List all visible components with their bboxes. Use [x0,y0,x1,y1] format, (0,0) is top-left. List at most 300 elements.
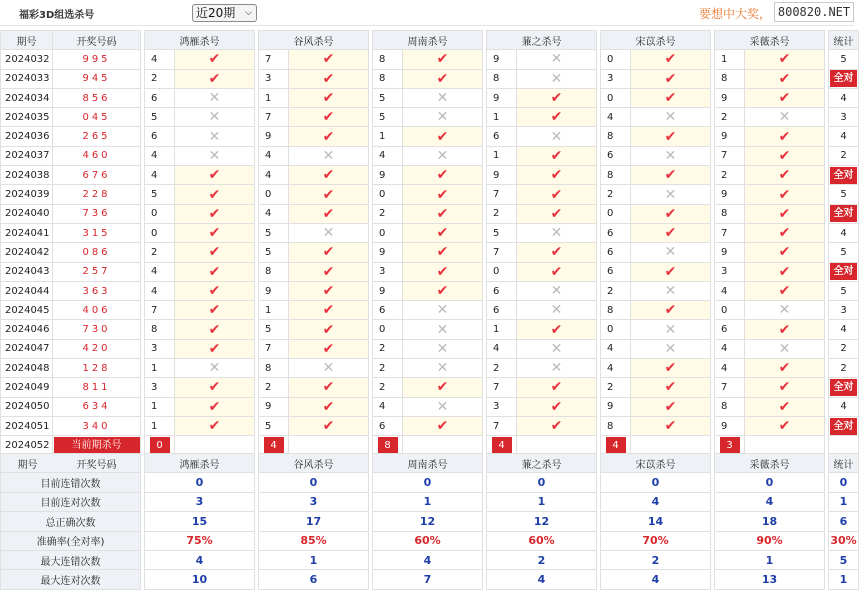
kill-number-cell: 1 [373,127,403,146]
kill-number-cell: 6 [487,301,517,320]
result-correct [631,301,711,320]
summary-value: 0 [373,473,483,492]
kill-number-cell: 1 [259,301,289,320]
kill-number-cell: 5 [145,108,175,127]
check-icon: ✔ [436,263,449,280]
check-icon: ✔ [322,302,335,319]
check-icon: ✔ [778,90,791,107]
result-wrong [745,108,825,127]
period-select-value: 近20期 [196,6,236,20]
result-correct [175,339,255,358]
result-correct [289,339,369,358]
result-wrong [517,127,597,146]
kill-number-cell: 2 [487,204,517,223]
kill-number-cell: 9 [487,88,517,107]
check-icon: ✔ [436,205,449,222]
check-icon: ✔ [322,70,335,87]
result-wrong [517,50,597,69]
kill-number-cell: 8 [715,69,745,88]
result-wrong [631,146,711,165]
result-correct [175,166,255,185]
result-correct [745,146,825,165]
summary-stat: 6 [829,512,859,531]
summary-value: 1 [373,492,483,511]
result-wrong [517,281,597,300]
cross-icon: ✕ [322,147,335,164]
summary-value: 1 [487,492,597,511]
result-correct [745,185,825,204]
current-kill-badge: 3 [720,437,740,454]
check-icon: ✔ [778,225,791,242]
result-correct [403,243,483,262]
table-row [1,397,859,416]
result-correct [289,50,369,69]
header-expert: 谷风杀号 [259,31,369,50]
check-icon: ✔ [322,128,335,145]
summary-stat: 1 [829,570,859,589]
kill-number-cell: 1 [145,416,175,435]
check-icon: ✔ [436,51,449,68]
result-correct [289,281,369,300]
result-correct [745,204,825,223]
kill-number-cell: 9 [259,127,289,146]
result-correct [745,378,825,397]
table-row [1,88,859,107]
current-label-badge: 当前期杀号 [54,437,140,454]
draw-number-cell: 315 [53,223,141,242]
result-correct [517,108,597,127]
table-row [1,204,859,223]
result-correct [631,416,711,435]
summary-value: 15 [145,512,255,531]
stat-cell: 3 [829,108,859,127]
summary-value: 90% [715,531,825,550]
kill-number-cell: 2 [715,108,745,127]
current-kill-badge: 4 [264,437,284,454]
kill-number-cell: 6 [601,262,631,281]
result-correct [631,50,711,69]
kill-number-cell: 5 [373,88,403,107]
check-icon: ✔ [322,244,335,261]
cross-icon: ✕ [208,147,221,164]
cross-icon: ✕ [664,109,677,126]
kill-number-cell: 5 [487,223,517,242]
check-icon: ✔ [550,167,563,184]
result-wrong [403,359,483,378]
summary-label: 目前连对次数 [1,492,141,511]
issue-cell: 2024035 [1,108,53,127]
stat-cell [829,166,859,185]
summary-header-left [1,454,141,473]
issue-cell: 2024052 [1,436,53,455]
summary-table [0,453,859,590]
check-icon: ✔ [778,70,791,87]
kill-number-cell: 4 [373,146,403,165]
result-correct [517,320,597,339]
stat-cell [829,262,859,281]
result-correct [175,243,255,262]
kill-number-cell: 4 [145,262,175,281]
result-correct [403,166,483,185]
table-row [1,146,859,165]
result-correct [403,262,483,281]
kill-number-cell: 2 [373,359,403,378]
result-wrong [175,108,255,127]
kill-number-cell: 8 [601,301,631,320]
check-icon: ✔ [778,263,791,280]
current-kill-badge: 0 [150,437,170,454]
result-wrong [517,359,597,378]
draw-number-cell: 995 [53,50,141,69]
kill-number-cell: 9 [259,397,289,416]
all-correct-badge: 全对 [830,379,857,396]
kill-number-cell: 4 [259,204,289,223]
cross-icon: ✕ [208,128,221,145]
summary-value: 75% [145,531,255,550]
result-correct [745,243,825,262]
result-correct [289,243,369,262]
result-wrong [175,359,255,378]
header-expert: 鸿雁杀号 [145,454,255,473]
current-kill-badge: 4 [606,437,626,454]
kill-number-table [0,30,859,456]
cross-icon: ✕ [550,283,563,299]
kill-number-cell: 5 [373,108,403,127]
draw-number-cell: 730 [53,320,141,339]
check-icon: ✔ [208,379,221,396]
result-correct [745,69,825,88]
kill-number-cell: 9 [259,281,289,300]
kill-number-cell: 1 [715,50,745,69]
check-icon: ✔ [322,379,335,396]
summary-row [1,492,859,511]
check-icon: ✔ [550,244,563,261]
draw-number-cell: 856 [53,88,141,107]
summary-value: 7 [373,570,483,589]
kill-number-cell: 0 [601,204,631,223]
cross-icon: ✕ [550,360,563,377]
table-row [1,359,859,378]
kill-number-cell: 8 [715,397,745,416]
result-correct [517,243,597,262]
kill-number-cell: 7 [487,243,517,262]
result-correct [289,204,369,223]
result-correct [517,397,597,416]
issue-cell: 2024050 [1,397,53,416]
kill-number-cell: 4 [715,281,745,300]
check-icon: ✔ [322,109,335,126]
cross-icon: ✕ [664,244,677,261]
summary-value: 1 [259,550,369,569]
cross-icon: ✕ [664,340,677,357]
stat-cell [829,69,859,88]
issue-cell: 2024051 [1,416,53,435]
cross-icon: ✕ [664,186,677,203]
cross-icon: ✕ [550,51,563,68]
result-correct [631,397,711,416]
check-icon: ✔ [778,51,791,68]
summary-stat: 1 [829,492,859,511]
all-correct-badge: 全对 [830,205,857,222]
cross-icon: ✕ [208,109,221,126]
kill-number-cell: 7 [487,416,517,435]
all-correct-badge: 全对 [830,167,857,184]
result-correct [175,223,255,242]
result-wrong [517,223,597,242]
summary-value: 60% [373,531,483,550]
kill-number-cell: 0 [715,301,745,320]
issue-cell: 2024037 [1,146,53,165]
kill-number-cell: 8 [259,262,289,281]
issue-cell: 2024038 [1,166,53,185]
result-wrong [403,301,483,320]
issue-cell: 2024034 [1,88,53,107]
result-correct [403,204,483,223]
cross-icon: ✕ [436,398,449,415]
summary-row [1,570,859,589]
result-correct [175,204,255,223]
result-correct [175,185,255,204]
cross-icon: ✕ [550,302,563,319]
kill-number-cell: 4 [145,50,175,69]
kill-number-cell: 3 [601,69,631,88]
draw-number-cell: 340 [53,416,141,435]
kill-number-cell: 9 [487,166,517,185]
kill-number-cell: 5 [259,416,289,435]
all-correct-badge: 全对 [830,70,857,87]
check-icon: ✔ [322,418,335,435]
summary-value: 85% [259,531,369,550]
kill-number-cell: 9 [373,166,403,185]
result-correct [745,320,825,339]
all-correct-badge: 全对 [830,263,857,280]
summary-label: 目前连错次数 [1,473,141,492]
result-wrong [403,339,483,358]
kill-number-cell: 6 [601,223,631,242]
draw-number-cell: 265 [53,127,141,146]
cross-icon: ✕ [436,147,449,164]
check-icon: ✔ [550,379,563,396]
result-correct [403,223,483,242]
kill-number-cell: 7 [715,146,745,165]
cross-icon: ✕ [550,128,563,145]
stat-cell: 4 [829,320,859,339]
draw-number-cell: 460 [53,146,141,165]
kill-number-cell: 4 [601,108,631,127]
kill-number-cell: 4 [259,166,289,185]
result-wrong [289,359,369,378]
kill-number-cell: 3 [487,397,517,416]
stat-cell: 4 [829,88,859,107]
check-icon: ✔ [436,167,449,184]
stat-cell [829,204,859,223]
result-correct [175,262,255,281]
kill-number-cell: 8 [145,320,175,339]
stat-cell: 2 [829,339,859,358]
cross-icon: ✕ [208,90,221,107]
stat-cell: 3 [829,301,859,320]
issue-cell: 2024039 [1,185,53,204]
result-correct [745,166,825,185]
check-icon: ✔ [778,418,791,435]
result-wrong [517,301,597,320]
kill-number-cell: 0 [145,223,175,242]
result-correct [745,416,825,435]
kill-number-cell: 6 [145,127,175,146]
table-row [1,69,859,88]
result-correct [289,185,369,204]
check-icon: ✔ [664,418,677,435]
summary-value: 0 [145,473,255,492]
result-correct [289,166,369,185]
check-icon: ✔ [208,70,221,87]
check-icon: ✔ [436,70,449,87]
summary-value: 4 [145,550,255,569]
kill-number-cell: 9 [373,281,403,300]
kill-number-cell: 4 [601,339,631,358]
kill-number-cell: 3 [715,262,745,281]
result-correct [289,127,369,146]
site-badge[interactable]: 800820.NET [774,2,854,22]
draw-number-cell: 128 [53,359,141,378]
kill-number-cell: 3 [145,339,175,358]
cross-icon: ✕ [436,321,449,338]
check-icon: ✔ [322,167,335,184]
summary-value: 4 [601,492,711,511]
check-icon: ✔ [322,51,335,68]
kill-number-cell: 6 [373,301,403,320]
result-correct [745,262,825,281]
kill-number-cell: 8 [487,69,517,88]
summary-label: 最大连错次数 [1,550,141,569]
result-correct [517,88,597,107]
issue-cell: 2024036 [1,127,53,146]
kill-number-cell: 2 [601,378,631,397]
period-select[interactable] [192,4,257,22]
summary-value: 2 [487,550,597,569]
result-wrong [631,108,711,127]
kill-number-cell: 9 [487,50,517,69]
kill-number-cell: 5 [259,243,289,262]
cross-icon: ✕ [664,147,677,164]
kill-number-cell: 4 [601,359,631,378]
stat-cell: 5 [829,185,859,204]
stat-cell [829,378,859,397]
result-correct [745,281,825,300]
summary-value: 1 [715,550,825,569]
kill-number-cell: 2 [601,185,631,204]
check-icon: ✔ [436,379,449,396]
check-icon: ✔ [778,147,791,164]
cross-icon: ✕ [322,360,335,377]
top-bar [0,0,854,26]
check-icon: ✔ [550,321,563,338]
table-row [1,243,859,262]
issue-cell: 2024045 [1,301,53,320]
result-wrong [745,301,825,320]
kill-number-cell: 2 [373,378,403,397]
cross-icon: ✕ [778,109,791,126]
issue-cell: 2024047 [1,339,53,358]
result-wrong [403,146,483,165]
header-expert: 周南杀号 [373,31,483,50]
stat-cell: 4 [829,223,859,242]
table-row [1,185,859,204]
draw-number-cell: 736 [53,204,141,223]
result-correct [175,50,255,69]
cross-icon: ✕ [436,109,449,126]
result-correct [175,416,255,435]
stat-cell: 4 [829,127,859,146]
result-wrong [289,146,369,165]
check-icon: ✔ [550,147,563,164]
result-correct [403,69,483,88]
check-icon: ✔ [550,90,563,107]
kill-number-cell: 9 [601,397,631,416]
result-wrong [631,243,711,262]
header-stat: 统计 [829,454,859,473]
check-icon: ✔ [322,283,335,299]
check-icon: ✔ [208,302,221,319]
kill-number-cell: 7 [259,108,289,127]
stat-cell: 4 [829,397,859,416]
summary-stat: 5 [829,550,859,569]
result-correct [175,69,255,88]
check-icon: ✔ [778,128,791,145]
check-icon: ✔ [322,90,335,107]
issue-cell: 2024042 [1,243,53,262]
result-correct [517,262,597,281]
summary-value: 4 [715,492,825,511]
kill-number-cell: 2 [715,166,745,185]
check-icon: ✔ [550,418,563,435]
kill-number-cell: 9 [373,243,403,262]
chevron-down-icon: ⌵ [245,8,252,18]
kill-number-cell: 9 [715,127,745,146]
result-wrong [175,88,255,107]
table-row [1,50,859,69]
header-expert: 采薇杀号 [715,31,825,50]
result-wrong [403,320,483,339]
issue-cell: 2024033 [1,69,53,88]
result-correct [631,359,711,378]
check-icon: ✔ [664,167,677,184]
header-expert: 蒹之杀号 [487,454,597,473]
table-row [1,108,859,127]
kill-number-cell: 6 [601,243,631,262]
promo-text: 要想中大奖， [699,7,772,21]
issue-cell: 2024032 [1,50,53,69]
kill-number-cell: 4 [487,339,517,358]
check-icon: ✔ [322,205,335,222]
cross-icon: ✕ [550,225,563,242]
check-icon: ✔ [778,321,791,338]
kill-number-cell: 2 [373,204,403,223]
check-icon: ✔ [208,340,221,357]
check-icon: ✔ [664,379,677,396]
check-icon: ✔ [208,167,221,184]
check-icon: ✔ [778,205,791,222]
kill-number-cell: 0 [487,262,517,281]
result-correct [289,320,369,339]
kill-number-cell: 0 [601,320,631,339]
table-row [1,166,859,185]
cross-icon: ✕ [550,340,563,357]
result-correct [631,127,711,146]
result-correct [631,204,711,223]
check-icon: ✔ [208,321,221,338]
check-icon: ✔ [778,186,791,203]
